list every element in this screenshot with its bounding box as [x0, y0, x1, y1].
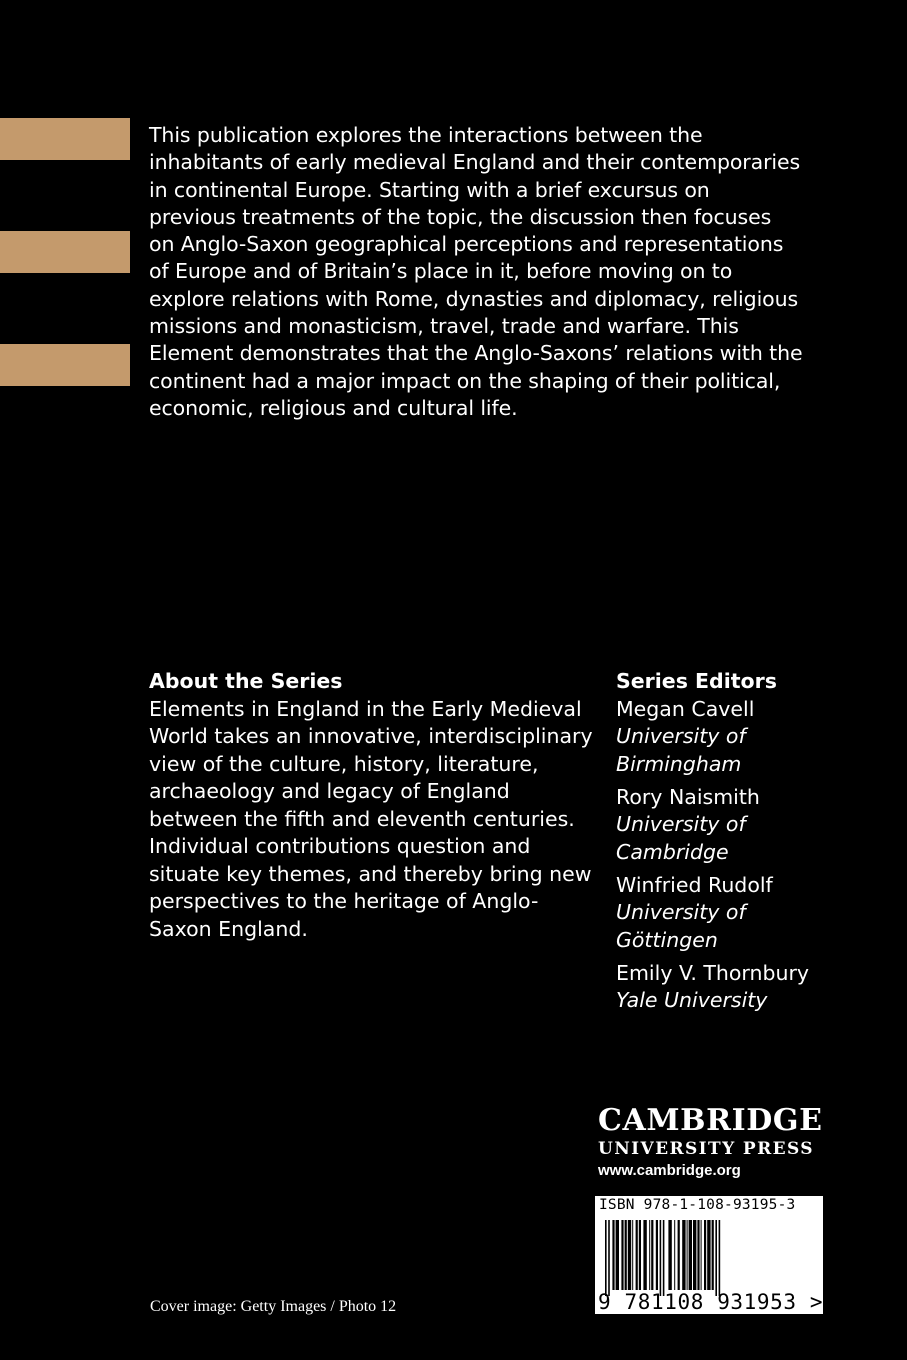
- blurb-line: explore relations with Rome, dynasties and diplomacy, religious: [149, 286, 799, 311]
- book-blurb: [149, 122, 839, 422]
- publisher-name: CAMBRIDGE: [598, 1103, 823, 1138]
- barcode-bar: [712, 1220, 714, 1290]
- editor-affiliation: Göttingen: [616, 927, 718, 952]
- barcode-bar: [660, 1220, 662, 1296]
- about-line: World takes an innovative, interdisciplinary: [149, 724, 593, 748]
- editor-name: Rory Naismith: [616, 784, 760, 809]
- barcode-bar: [649, 1220, 650, 1290]
- editor-entry: [616, 960, 886, 1015]
- about-line: view of the culture, history, literature,: [149, 751, 539, 776]
- barcode-bar: [697, 1220, 699, 1290]
- publisher-url: www.cambridge.org: [598, 1162, 741, 1179]
- barcode-bar: [605, 1220, 607, 1296]
- accent-stripe-bottom: [0, 344, 130, 386]
- barcode-bar: [632, 1220, 633, 1290]
- barcode-bar: [719, 1220, 721, 1296]
- editor-entry: [616, 696, 886, 779]
- barcode-bar: [612, 1220, 614, 1290]
- barcode-bar: [682, 1220, 685, 1290]
- barcode-bar: [621, 1220, 623, 1290]
- blurb-line: previous treatments of the topic, the discussion then focuses: [149, 204, 772, 229]
- barcode-bars: [595, 1216, 823, 1296]
- publisher-logo: [598, 1104, 838, 1182]
- barcode-bar: [625, 1220, 627, 1290]
- about-line: archaeology and legacy of England: [149, 779, 510, 803]
- barcode-bar: [656, 1220, 658, 1290]
- editor-entry: [616, 872, 886, 955]
- barcode-bar: [639, 1220, 641, 1290]
- barcode-bar: [608, 1220, 610, 1296]
- barcode-bar: [668, 1220, 671, 1290]
- editor-name: Winfried Rudolf: [616, 872, 773, 897]
- barcode-bar: [628, 1220, 631, 1290]
- accent-stripe-top: [0, 118, 130, 160]
- barcode-bar: [616, 1220, 619, 1290]
- editor-affiliation: University of: [616, 900, 746, 924]
- about-series-section: [149, 668, 599, 943]
- blurb-line: Element demonstrates that the Anglo-Saxons’ relations with the: [149, 341, 803, 366]
- barcode-bar: [651, 1220, 653, 1290]
- barcode-bar: [674, 1220, 675, 1290]
- editor-affiliation: University of: [616, 812, 746, 836]
- editor-affiliation: Cambridge: [616, 839, 729, 864]
- barcode-bar: [678, 1220, 680, 1290]
- blurb-line: in continental Europe. Starting with a brief excursus on: [149, 177, 710, 202]
- barcode-bar: [687, 1220, 688, 1290]
- about-line: Elements in England in the Early Medieval: [149, 696, 582, 721]
- publisher-subname: UNIVERSITY PRESS: [598, 1139, 814, 1159]
- about-line: Individual contributions question and: [149, 834, 531, 858]
- barcode-bar: [636, 1220, 638, 1290]
- about-line: perspectives to the heritage of Anglo-: [149, 889, 539, 913]
- barcode-digits: 9 781108 931953 >: [598, 1290, 824, 1314]
- barcode-bar: [715, 1220, 717, 1296]
- blurb-line: continent had a major impact on the shaping of their political,: [149, 368, 781, 393]
- editor-affiliation: University of: [616, 724, 746, 748]
- cover-image-credit: Cover image: Getty Images / Photo 12: [150, 1298, 397, 1315]
- barcode-bar: [689, 1220, 692, 1290]
- isbn-barcode: [595, 1196, 823, 1314]
- editor-name: Megan Cavell: [616, 696, 755, 721]
- accent-stripe-middle: [0, 231, 130, 273]
- blurb-line: inhabitants of early medieval England and their contemporaries: [149, 150, 801, 175]
- barcode-bar: [701, 1220, 702, 1290]
- editor-entry: [616, 784, 886, 867]
- about-series-heading: About the Series: [149, 669, 343, 693]
- series-editors-section: [616, 668, 886, 1020]
- isbn-label: ISBN 978-1-108-93195-3: [599, 1197, 796, 1213]
- blurb-line: missions and monasticism, travel, trade and warfare. This: [149, 314, 739, 339]
- barcode-bar: [704, 1220, 706, 1290]
- barcode-bar: [643, 1220, 646, 1290]
- barcode-bar: [707, 1220, 710, 1290]
- blurb-line: This publication explores the interactions between the: [149, 123, 703, 147]
- blurb-line: on Anglo-Saxon geographical perceptions and representations: [149, 232, 784, 257]
- series-editors-heading: Series Editors: [616, 669, 777, 693]
- blurb-line: of Europe and of Britain’s place in it, before moving on to: [149, 259, 733, 284]
- barcode-bar: [663, 1220, 665, 1296]
- editor-affiliation: Birmingham: [616, 751, 742, 776]
- editor-name: Emily V. Thornbury: [616, 960, 810, 985]
- about-line: situate key themes, and thereby bring new: [149, 861, 592, 886]
- blurb-line: economic, religious and cultural life.: [149, 395, 518, 420]
- editor-affiliation: Yale University: [616, 988, 768, 1012]
- about-line: Saxon England.: [149, 916, 308, 941]
- about-line: between the fifth and eleventh centuries.: [149, 806, 575, 831]
- barcode-bar: [693, 1220, 696, 1290]
